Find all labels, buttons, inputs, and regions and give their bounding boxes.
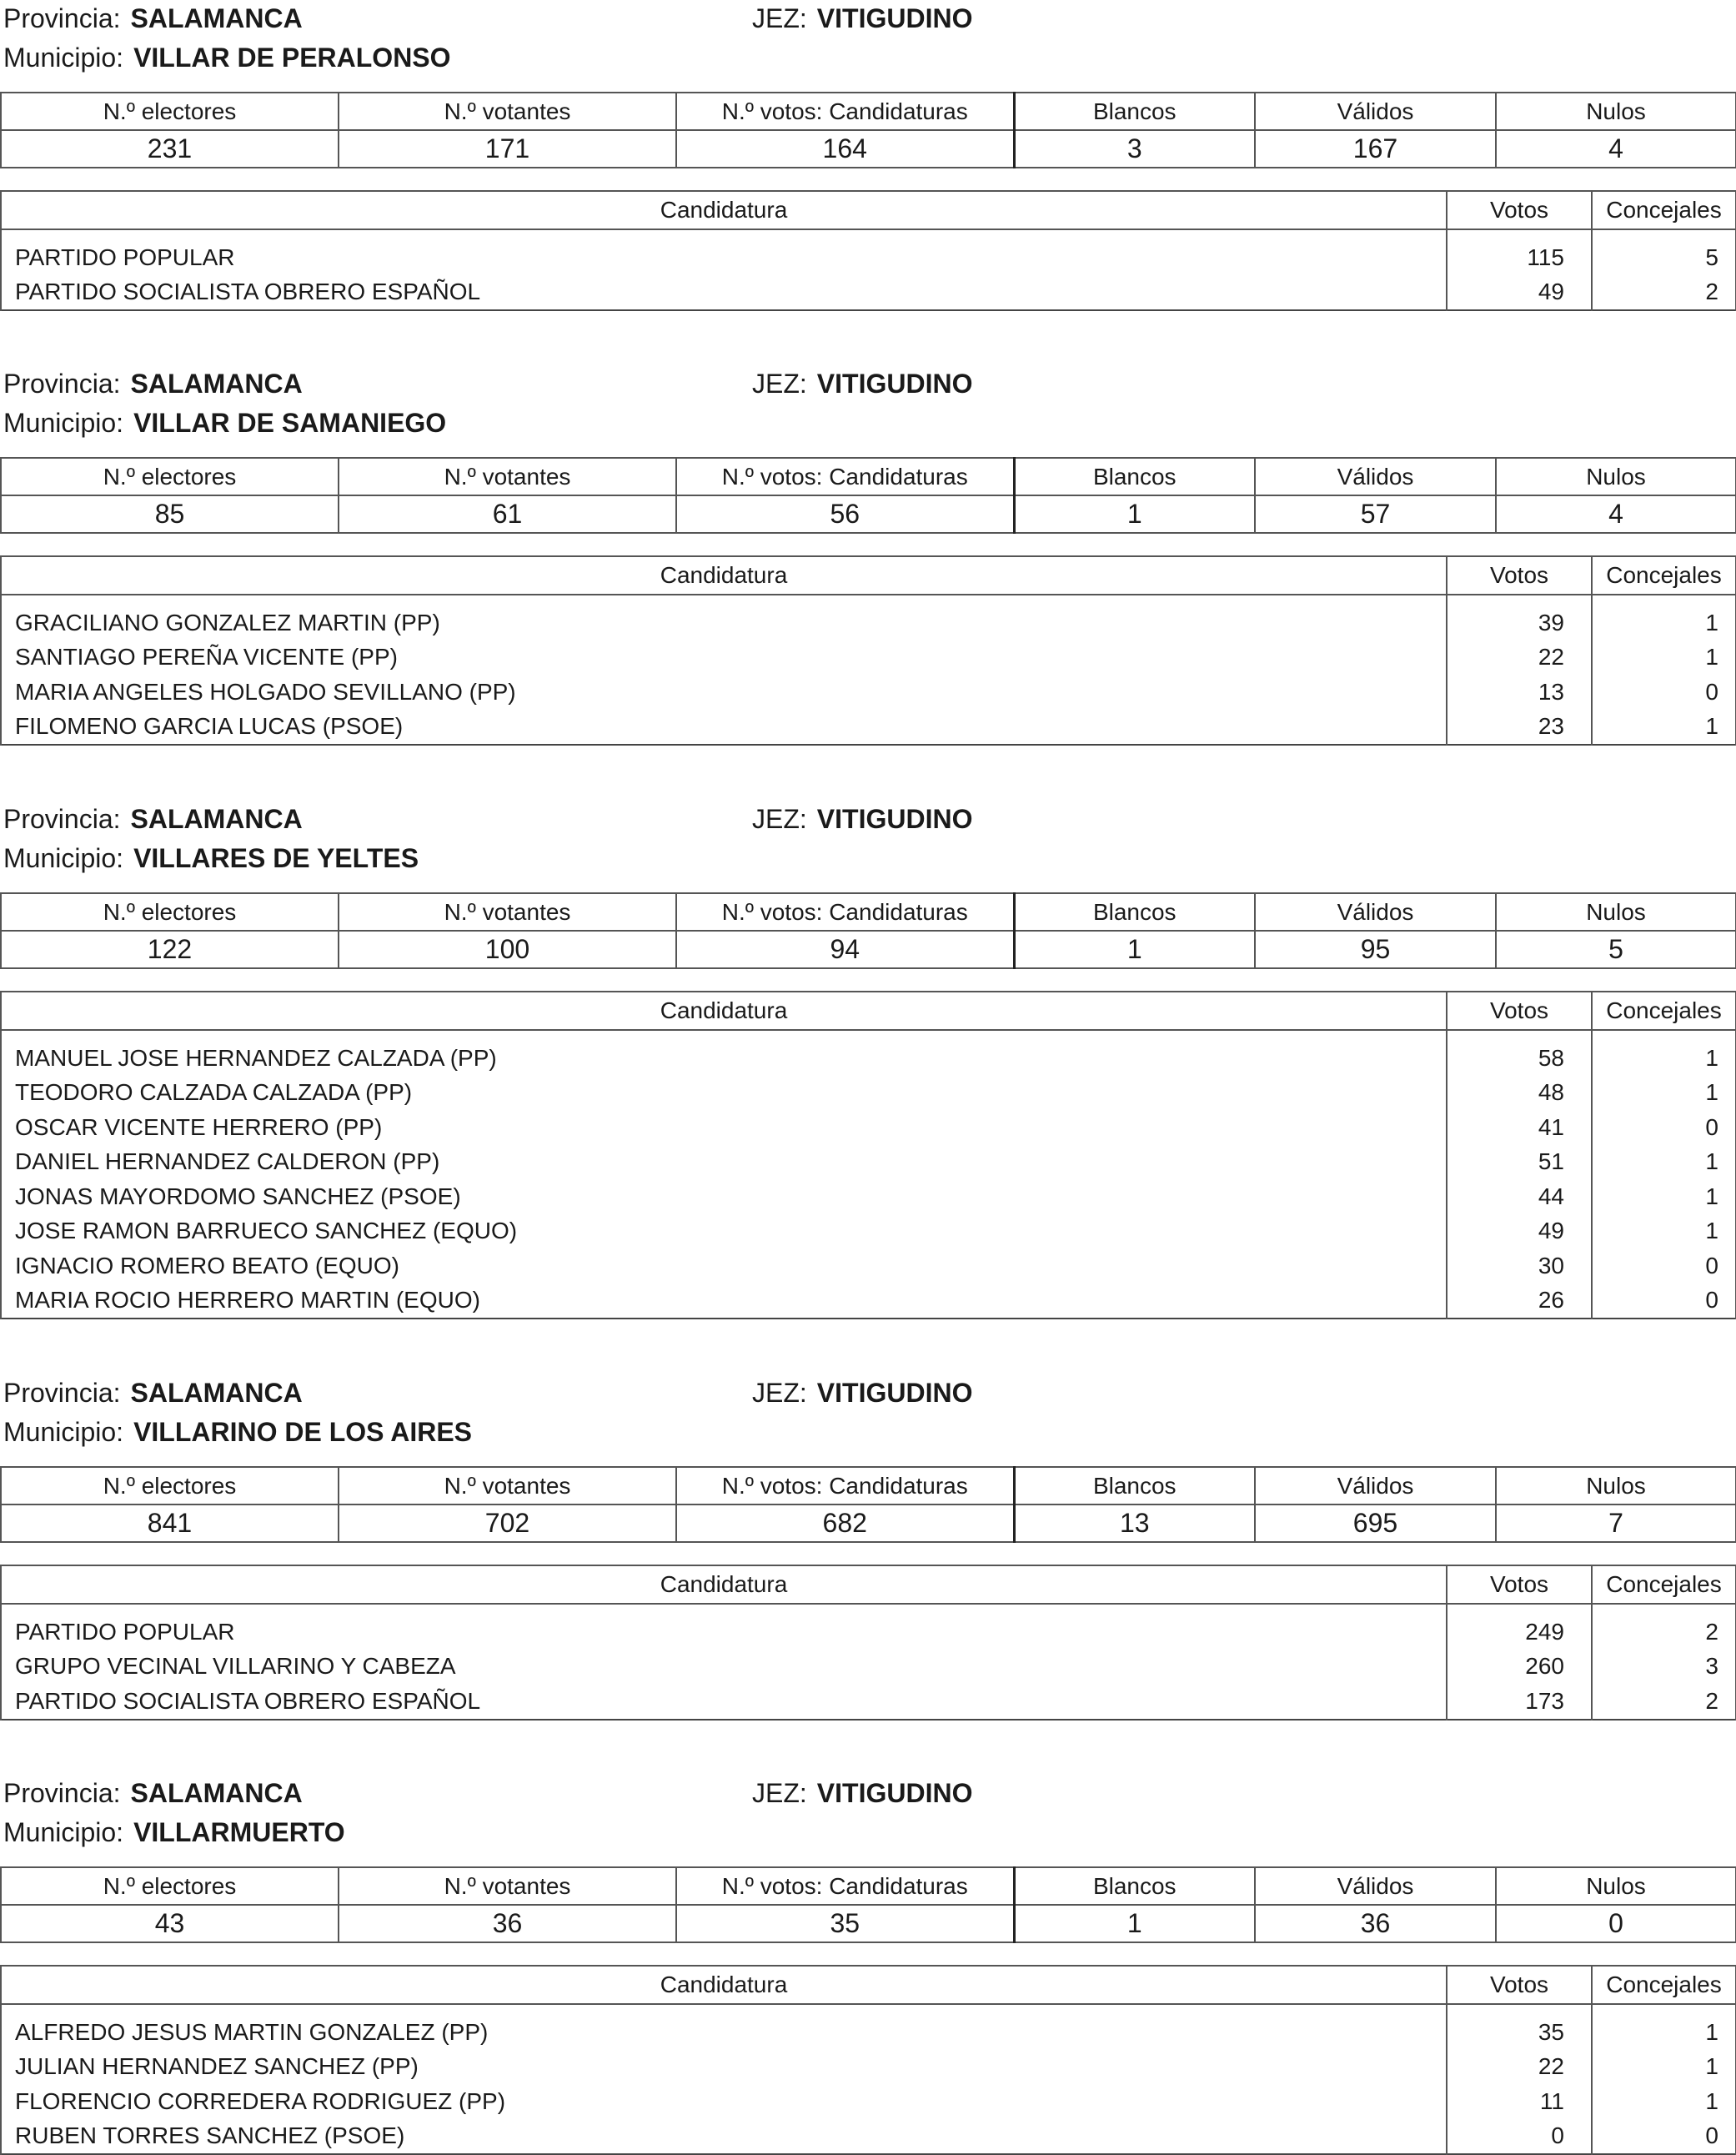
candidatura-name: GRUPO VECINAL VILLARINO Y CABEZA: [1, 1650, 1447, 1685]
candidatura-name: GRACILIANO GONZALEZ MARTIN (PP): [1, 605, 1447, 640]
votos-candidaturas-value: 164: [676, 130, 1014, 168]
municipio-label: Municipio:: [3, 1417, 124, 1447]
concejales-header: Concejales: [1592, 992, 1736, 1030]
candidaturas-table: [0, 1965, 1736, 2155]
candidatura-votos: 35: [1447, 2015, 1592, 2050]
validos-value: 167: [1255, 130, 1496, 168]
candidatura-votos: 26: [1447, 1283, 1592, 1319]
candidatura-votos: 48: [1447, 1076, 1592, 1111]
validos-header: Válidos: [1255, 1867, 1496, 1905]
jez-line: [752, 804, 972, 835]
votantes-value: 171: [339, 130, 676, 168]
provincia-value: SALAMANCA: [130, 369, 303, 399]
blancos-value: 1: [1014, 495, 1255, 533]
candidatura-concejales: 1: [1592, 640, 1736, 676]
votos-candidaturas-value: 35: [676, 1905, 1014, 1942]
spacer-row: [1, 1604, 1736, 1615]
candidaturas-table: [0, 190, 1736, 311]
candidatura-votos: 13: [1447, 675, 1592, 710]
validos-header: Válidos: [1255, 1467, 1496, 1504]
candidatura-votos: 23: [1447, 710, 1592, 746]
candidatura-name: PARTIDO SOCIALISTA OBRERO ESPAÑOL: [1, 275, 1447, 311]
candidatura-name: DANIEL HERNANDEZ CALDERON (PP): [1, 1145, 1447, 1180]
candidatura-concejales: 0: [1592, 1248, 1736, 1283]
blancos-value: 1: [1014, 931, 1255, 968]
jez-label: JEZ:: [752, 369, 807, 399]
jez-label: JEZ:: [752, 1378, 807, 1408]
jez-value: VITIGUDINO: [816, 369, 973, 399]
candidatura-votos: 173: [1447, 1684, 1592, 1720]
validos-value: 36: [1255, 1905, 1496, 1942]
electores-value: 85: [1, 495, 339, 533]
candidatura-name: FILOMENO GARCIA LUCAS (PSOE): [1, 710, 1447, 746]
concejales-header: Concejales: [1592, 191, 1736, 229]
provincia-line: [3, 3, 303, 34]
spacer-row: [1, 229, 1736, 240]
blancos-header: Blancos: [1014, 893, 1255, 931]
municipio-label: Municipio:: [3, 43, 124, 73]
votantes-header: N.º votantes: [339, 893, 676, 931]
provincia-label: Provincia:: [3, 804, 121, 834]
blancos-value: 13: [1014, 1504, 1255, 1542]
candidatura-votos: 0: [1447, 2119, 1592, 2155]
votantes-header: N.º votantes: [339, 1467, 676, 1504]
stats-header-row: [1, 1467, 1736, 1504]
municipio-line: [3, 1817, 345, 1848]
provincia-label: Provincia:: [3, 1378, 121, 1408]
stats-table: [0, 892, 1736, 969]
stats-value-row: [1, 1905, 1736, 1942]
electores-header: N.º electores: [1, 458, 339, 495]
jez-label: JEZ:: [752, 804, 807, 834]
municipio-label: Municipio:: [3, 408, 124, 438]
provincia-label: Provincia:: [3, 369, 121, 399]
concejales-header: Concejales: [1592, 556, 1736, 595]
blancos-header: Blancos: [1014, 1467, 1255, 1504]
candidatura-row: [1, 1076, 1736, 1111]
candidatura-name: PARTIDO POPULAR: [1, 240, 1447, 275]
provincia-value: SALAMANCA: [130, 1778, 303, 1808]
provincia-value: SALAMANCA: [130, 1378, 303, 1408]
candidatura-concejales: 2: [1592, 1615, 1736, 1650]
candidatura-name: FLORENCIO CORREDERA RODRIGUEZ (PP): [1, 2084, 1447, 2119]
candidaturas-body: [1, 229, 1736, 310]
candidatura-name: MARIA ANGELES HOLGADO SEVILLANO (PP): [1, 675, 1447, 710]
votos-header: Votos: [1447, 191, 1592, 229]
candidaturas-header-row: [1, 1966, 1736, 2004]
stats-value-row: [1, 1504, 1736, 1542]
municipio-line: [3, 843, 419, 874]
candidatura-concejales: 1: [1592, 1041, 1736, 1076]
candidatura-header: Candidatura: [1, 556, 1447, 595]
candidatura-header: Candidatura: [1, 1966, 1447, 2004]
candidatura-row: [1, 640, 1736, 676]
candidatura-concejales: 0: [1592, 675, 1736, 710]
provincia-line: [3, 1378, 303, 1409]
provincia-label: Provincia:: [3, 3, 121, 33]
blancos-value: 1: [1014, 1905, 1255, 1942]
candidatura-name: PARTIDO POPULAR: [1, 1615, 1447, 1650]
candidatura-concejales: 0: [1592, 2119, 1736, 2155]
candidatura-row: [1, 2119, 1736, 2155]
candidatura-name: SANTIAGO PEREÑA VICENTE (PP): [1, 640, 1447, 676]
jez-line: [752, 1378, 972, 1409]
municipio-line: [3, 1417, 472, 1448]
candidaturas-header-row: [1, 1565, 1736, 1604]
candidaturas-body: [1, 595, 1736, 745]
spacer-row: [1, 1030, 1736, 1041]
blancos-value: 3: [1014, 130, 1255, 168]
candidatura-votos: 39: [1447, 605, 1592, 640]
candidatura-row: [1, 1214, 1736, 1249]
jez-label: JEZ:: [752, 1778, 807, 1808]
municipio-value: VILLARMUERTO: [133, 1817, 345, 1847]
candidatura-row: [1, 1615, 1736, 1650]
jez-value: VITIGUDINO: [816, 1378, 973, 1408]
candidatura-row: [1, 1145, 1736, 1180]
candidatura-votos: 22: [1447, 640, 1592, 676]
candidaturas-body: [1, 1030, 1736, 1319]
electores-value: 841: [1, 1504, 339, 1542]
candidaturas-body: [1, 2004, 1736, 2154]
electores-value: 231: [1, 130, 339, 168]
spacer-row: [1, 595, 1736, 605]
nulos-value: 4: [1496, 130, 1736, 168]
blancos-header: Blancos: [1014, 1867, 1255, 1905]
candidatura-concejales: 0: [1592, 1110, 1736, 1145]
provincia-line: [3, 804, 303, 835]
candidatura-row: [1, 275, 1736, 311]
votos-candidaturas-header: N.º votos: Candidaturas: [676, 458, 1014, 495]
votantes-value: 100: [339, 931, 676, 968]
votos-candidaturas-header: N.º votos: Candidaturas: [676, 1467, 1014, 1504]
nulos-value: 4: [1496, 495, 1736, 533]
candidatura-name: JULIAN HERNANDEZ SANCHEZ (PP): [1, 2050, 1447, 2085]
blancos-header: Blancos: [1014, 458, 1255, 495]
votos-candidaturas-value: 56: [676, 495, 1014, 533]
provincia-value: SALAMANCA: [130, 804, 303, 834]
nulos-value: 0: [1496, 1905, 1736, 1942]
votantes-value: 61: [339, 495, 676, 533]
votos-candidaturas-value: 94: [676, 931, 1014, 968]
provincia-line: [3, 369, 303, 399]
candidaturas-header-row: [1, 191, 1736, 229]
validos-header: Válidos: [1255, 93, 1496, 130]
candidatura-row: [1, 2015, 1736, 2050]
nulos-header: Nulos: [1496, 1867, 1736, 1905]
candidatura-concejales: 1: [1592, 1145, 1736, 1180]
candidatura-name: MARIA ROCIO HERRERO MARTIN (EQUO): [1, 1283, 1447, 1319]
candidatura-header: Candidatura: [1, 191, 1447, 229]
candidaturas-header-row: [1, 992, 1736, 1030]
blancos-header: Blancos: [1014, 93, 1255, 130]
candidatura-concejales: 0: [1592, 1283, 1736, 1319]
stats-header-row: [1, 458, 1736, 495]
stats-value-row: [1, 495, 1736, 533]
candidatura-votos: 249: [1447, 1615, 1592, 1650]
nulos-value: 7: [1496, 1504, 1736, 1542]
nulos-header: Nulos: [1496, 93, 1736, 130]
jez-line: [752, 369, 972, 399]
candidatura-concejales: 1: [1592, 1076, 1736, 1111]
candidatura-name: TEODORO CALZADA CALZADA (PP): [1, 1076, 1447, 1111]
candidaturas-body: [1, 1604, 1736, 1720]
municipality-header: [0, 1374, 1736, 1454]
votos-header: Votos: [1447, 1966, 1592, 2004]
jez-value: VITIGUDINO: [816, 804, 973, 834]
jez-value: VITIGUDINO: [816, 1778, 973, 1808]
candidatura-votos: 41: [1447, 1110, 1592, 1145]
provincia-value: SALAMANCA: [130, 3, 303, 33]
votantes-value: 702: [339, 1504, 676, 1542]
nulos-header: Nulos: [1496, 458, 1736, 495]
candidatura-row: [1, 1650, 1736, 1685]
electores-value: 43: [1, 1905, 339, 1942]
candidatura-header: Candidatura: [1, 1565, 1447, 1604]
candidatura-row: [1, 1684, 1736, 1720]
votos-candidaturas-header: N.º votos: Candidaturas: [676, 893, 1014, 931]
spacer-row: [1, 2004, 1736, 2015]
candidatura-votos: 58: [1447, 1041, 1592, 1076]
candidatura-row: [1, 1248, 1736, 1283]
stats-table: [0, 457, 1736, 534]
votos-candidaturas-header: N.º votos: Candidaturas: [676, 1867, 1014, 1905]
candidatura-concejales: 3: [1592, 1650, 1736, 1685]
candidatura-name: JONAS MAYORDOMO SANCHEZ (PSOE): [1, 1179, 1447, 1214]
provincia-line: [3, 1778, 303, 1809]
stats-table: [0, 1466, 1736, 1543]
candidatura-name: JOSE RAMON BARRUECO SANCHEZ (EQUO): [1, 1214, 1447, 1249]
electores-header: N.º electores: [1, 1467, 339, 1504]
municipio-value: VILLARINO DE LOS AIRES: [133, 1417, 473, 1447]
stats-header-row: [1, 893, 1736, 931]
candidatura-concejales: 1: [1592, 1214, 1736, 1249]
candidatura-concejales: 1: [1592, 605, 1736, 640]
validos-value: 695: [1255, 1504, 1496, 1542]
votos-header: Votos: [1447, 992, 1592, 1030]
candidatura-votos: 22: [1447, 2050, 1592, 2085]
candidaturas-table: [0, 991, 1736, 1319]
candidatura-votos: 49: [1447, 275, 1592, 311]
jez-label: JEZ:: [752, 3, 807, 33]
candidatura-concejales: 1: [1592, 2084, 1736, 2119]
validos-value: 57: [1255, 495, 1496, 533]
candidatura-concejales: 5: [1592, 240, 1736, 275]
municipio-value: VILLAR DE PERALONSO: [133, 43, 451, 73]
municipality-header: [0, 1775, 1736, 1855]
candidatura-name: IGNACIO ROMERO BEATO (EQUO): [1, 1248, 1447, 1283]
candidatura-votos: 115: [1447, 240, 1592, 275]
candidatura-row: [1, 1041, 1736, 1076]
electores-header: N.º electores: [1, 1867, 339, 1905]
concejales-header: Concejales: [1592, 1966, 1736, 2004]
municipio-value: VILLAR DE SAMANIEGO: [133, 408, 447, 438]
municipio-label: Municipio:: [3, 843, 124, 873]
candidatura-name: ALFREDO JESUS MARTIN GONZALEZ (PP): [1, 2015, 1447, 2050]
municipality-header: [0, 365, 1736, 445]
stats-value-row: [1, 931, 1736, 968]
candidatura-concejales: 2: [1592, 275, 1736, 311]
votos-candidaturas-header: N.º votos: Candidaturas: [676, 93, 1014, 130]
candidatura-name: PARTIDO SOCIALISTA OBRERO ESPAÑOL: [1, 1684, 1447, 1720]
electores-value: 122: [1, 931, 339, 968]
votantes-header: N.º votantes: [339, 458, 676, 495]
municipality-header: [0, 0, 1736, 80]
candidatura-row: [1, 1283, 1736, 1319]
candidatura-concejales: 1: [1592, 1179, 1736, 1214]
votantes-value: 36: [339, 1905, 676, 1942]
municipio-value: VILLARES DE YELTES: [133, 843, 419, 873]
stats-header-row: [1, 1867, 1736, 1905]
stats-header-row: [1, 93, 1736, 130]
candidatura-row: [1, 605, 1736, 640]
candidatura-row: [1, 240, 1736, 275]
candidatura-concejales: 2: [1592, 1684, 1736, 1720]
candidaturas-header-row: [1, 556, 1736, 595]
candidatura-name: RUBEN TORRES SANCHEZ (PSOE): [1, 2119, 1447, 2155]
concejales-header: Concejales: [1592, 1565, 1736, 1604]
votos-header: Votos: [1447, 1565, 1592, 1604]
candidatura-row: [1, 1179, 1736, 1214]
jez-line: [752, 1778, 972, 1809]
candidatura-row: [1, 675, 1736, 710]
stats-table: [0, 1866, 1736, 1943]
candidatura-row: [1, 1110, 1736, 1145]
candidatura-row: [1, 2084, 1736, 2119]
candidatura-votos: 260: [1447, 1650, 1592, 1685]
candidatura-votos: 44: [1447, 1179, 1592, 1214]
jez-line: [752, 3, 972, 34]
candidatura-votos: 30: [1447, 1248, 1592, 1283]
candidatura-votos: 51: [1447, 1145, 1592, 1180]
nulos-value: 5: [1496, 931, 1736, 968]
votos-candidaturas-value: 682: [676, 1504, 1014, 1542]
municipio-label: Municipio:: [3, 1817, 124, 1847]
nulos-header: Nulos: [1496, 893, 1736, 931]
candidatura-row: [1, 2050, 1736, 2085]
stats-table: [0, 92, 1736, 168]
votantes-header: N.º votantes: [339, 1867, 676, 1905]
candidatura-concejales: 1: [1592, 2015, 1736, 2050]
candidatura-header: Candidatura: [1, 992, 1447, 1030]
candidatura-concejales: 1: [1592, 710, 1736, 746]
candidatura-name: MANUEL JOSE HERNANDEZ CALZADA (PP): [1, 1041, 1447, 1076]
municipio-line: [3, 43, 451, 73]
candidatura-votos: 11: [1447, 2084, 1592, 2119]
votantes-header: N.º votantes: [339, 93, 676, 130]
candidaturas-table: [0, 1565, 1736, 1720]
jez-value: VITIGUDINO: [816, 3, 973, 33]
candidaturas-table: [0, 555, 1736, 746]
stats-value-row: [1, 130, 1736, 168]
candidatura-name: OSCAR VICENTE HERRERO (PP): [1, 1110, 1447, 1145]
electores-header: N.º electores: [1, 93, 339, 130]
candidatura-row: [1, 710, 1736, 746]
municipio-line: [3, 408, 446, 439]
municipality-header: [0, 801, 1736, 881]
validos-header: Válidos: [1255, 893, 1496, 931]
electores-header: N.º electores: [1, 893, 339, 931]
nulos-header: Nulos: [1496, 1467, 1736, 1504]
candidatura-concejales: 1: [1592, 2050, 1736, 2085]
votos-header: Votos: [1447, 556, 1592, 595]
validos-value: 95: [1255, 931, 1496, 968]
candidatura-votos: 49: [1447, 1214, 1592, 1249]
validos-header: Válidos: [1255, 458, 1496, 495]
provincia-label: Provincia:: [3, 1778, 121, 1808]
